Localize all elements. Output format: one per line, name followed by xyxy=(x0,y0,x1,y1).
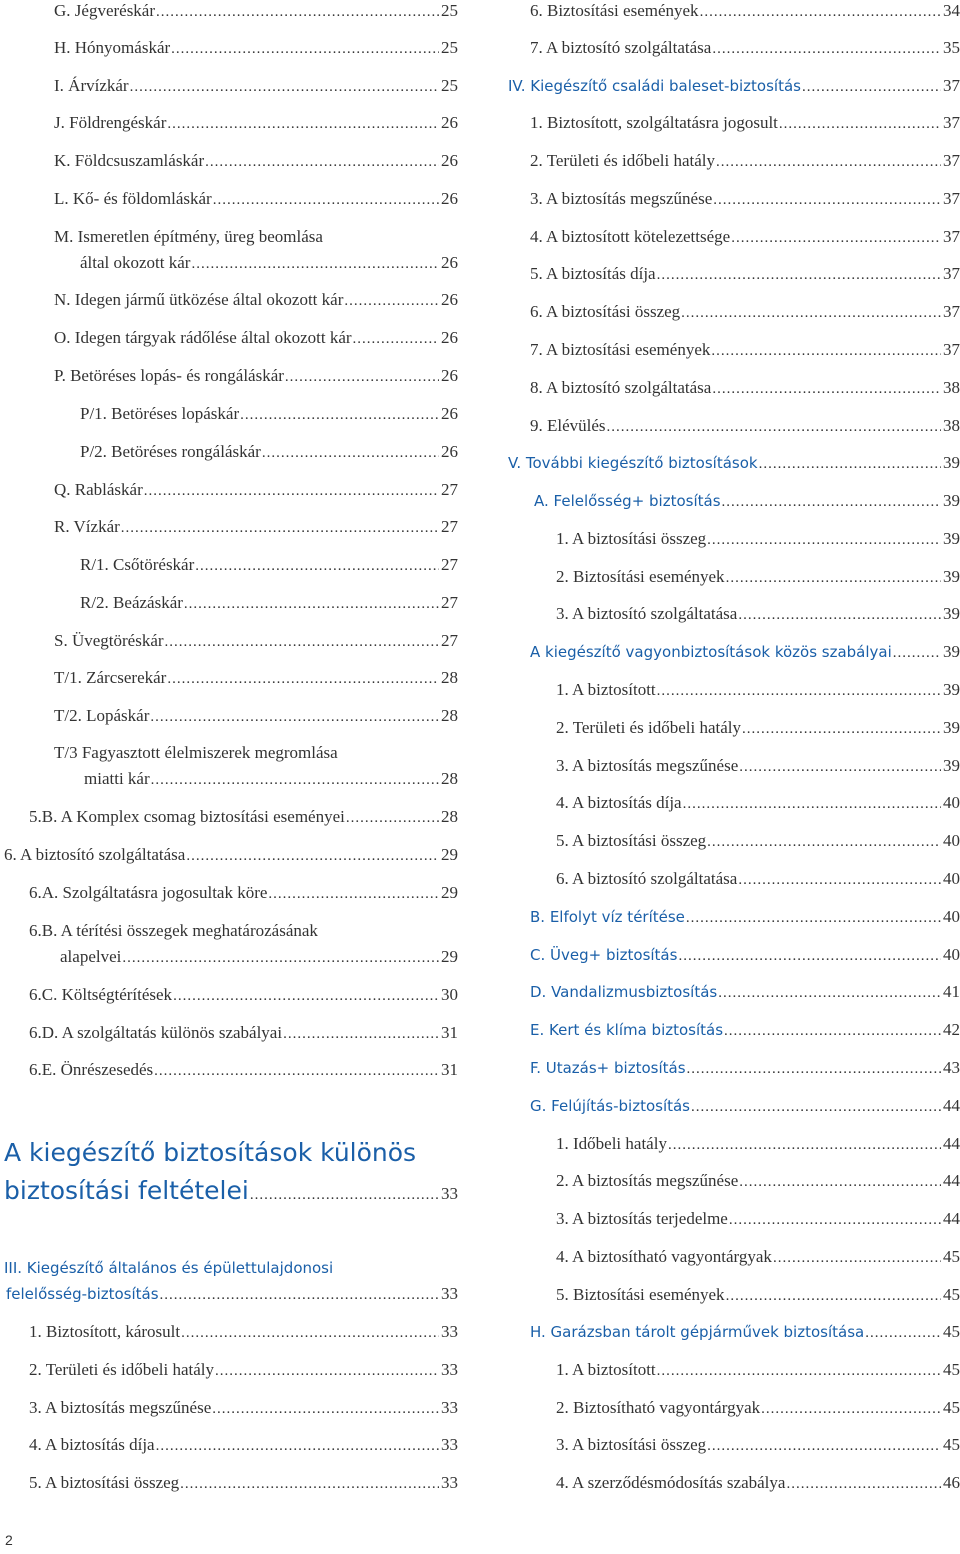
toc-entry[interactable]: 5. A biztosítás díja ..... 37 xyxy=(530,263,960,286)
page-ref: 44 xyxy=(943,1096,960,1115)
page-ref: 26 xyxy=(441,404,458,423)
page-ref: 37 xyxy=(943,302,960,321)
page-ref: 39 xyxy=(943,604,960,623)
page-ref: 27 xyxy=(441,480,458,499)
toc-entry[interactable]: 2. Területi és időbeli hatály ..... 37 xyxy=(530,150,960,173)
toc-section[interactable]: E. Kert és klíma biztosítás ..... 42 xyxy=(530,1019,960,1042)
toc-entry[interactable]: 5. A biztosítási összeg ..... 33 xyxy=(29,1472,458,1495)
toc-entry[interactable]: 6. A biztosítási összeg ..... 37 xyxy=(530,301,960,324)
toc-entry[interactable]: 3. A biztosítási összeg ..... 45 xyxy=(556,1434,960,1457)
page-ref: 44 xyxy=(943,1209,960,1228)
toc-entry[interactable]: 7. A biztosító szolgáltatása ..... 35 xyxy=(530,37,960,60)
toc-section[interactable]: G. Felújítás-biztosítás ..... 44 xyxy=(530,1095,960,1118)
toc-entry[interactable]: H. Hónyomáskár ..... 25 xyxy=(54,37,458,60)
toc-entry[interactable]: 4. A biztosítás díja ..... 33 xyxy=(29,1434,458,1457)
toc-entry[interactable]: 6. A biztosító szolgáltatása ..... 40 xyxy=(556,868,960,891)
toc-entry[interactable]: 9. Elévülés ..... 38 xyxy=(530,415,960,438)
page-ref: 27 xyxy=(441,555,458,574)
toc-chapter[interactable]: V. További kiegészítő biztosítások ..... 39 xyxy=(508,452,960,475)
page-ref: 40 xyxy=(943,907,960,926)
toc-entry-first-line[interactable]: M. Ismeretlen építmény, üreg beomlása xyxy=(54,227,323,246)
toc-entry[interactable]: I. Árvízkár ..... 25 xyxy=(54,75,458,98)
page-ref: 33 xyxy=(441,1284,458,1303)
toc-entry[interactable]: miatti kár ..... 28 xyxy=(84,768,458,791)
toc-entry[interactable]: 3. A biztosítás megszűnése ..... 37 xyxy=(530,188,960,211)
toc-section[interactable]: A. Felelősség+ biztosítás ..... 39 xyxy=(534,490,960,513)
toc-entry[interactable]: 1. A biztosítási összeg ..... 39 xyxy=(556,528,960,551)
toc-entry[interactable]: Q. Rabláskár ..... 27 xyxy=(54,479,458,502)
page-ref: 33 xyxy=(441,1398,458,1417)
page-ref: 26 xyxy=(441,328,458,347)
page-ref: 37 xyxy=(943,76,960,95)
page-ref: 45 xyxy=(943,1360,960,1379)
page-ref: 45 xyxy=(943,1285,960,1304)
page-ref: 38 xyxy=(943,378,960,397)
page-ref: 46 xyxy=(943,1473,960,1492)
page-ref: 28 xyxy=(441,807,458,826)
toc-entry[interactable]: N. Idegen jármű ütközése által okozott kár ..... 26 xyxy=(54,289,458,312)
page-ref: 39 xyxy=(943,642,960,661)
page-ref: 39 xyxy=(943,567,960,586)
page-ref: 29 xyxy=(441,883,458,902)
page-ref: 33 xyxy=(441,1184,458,1203)
page-ref: 28 xyxy=(441,668,458,687)
page-ref: 45 xyxy=(943,1435,960,1454)
page-ref: 33 xyxy=(441,1473,458,1492)
toc-entry[interactable]: T/1. Zárcserekár ..... 28 xyxy=(54,667,458,690)
toc-entry[interactable]: S. Üvegtöréskár ..... 27 xyxy=(54,630,458,653)
toc-section[interactable]: H. Garázsban tárolt gépjárművek biztosítása ..... 45 xyxy=(530,1321,960,1344)
page-ref: 26 xyxy=(441,290,458,309)
page-ref: 39 xyxy=(943,453,960,472)
page-ref: 40 xyxy=(943,793,960,812)
toc-entry[interactable]: P/1. Betöréses lopáskár ..... 26 xyxy=(80,403,458,426)
toc-entry[interactable]: 6.C. Költségtérítések ..... 30 xyxy=(29,984,458,1007)
page-ref: 39 xyxy=(943,529,960,548)
toc-entry[interactable]: által okozott kár ..... 26 xyxy=(80,252,458,275)
page-ref: 39 xyxy=(943,680,960,699)
toc-section[interactable]: F. Utazás+ biztosítás ..... 43 xyxy=(530,1057,960,1080)
toc-entry[interactable]: 1. A biztosított ..... 39 xyxy=(556,679,960,702)
toc-entry[interactable]: 2. Biztosítható vagyontárgyak ..... 45 xyxy=(556,1397,960,1420)
page-ref: 27 xyxy=(441,631,458,650)
toc-entry[interactable]: 1. A biztosított ..... 45 xyxy=(556,1359,960,1382)
page-ref: 39 xyxy=(943,718,960,737)
page-ref: 33 xyxy=(441,1360,458,1379)
toc-entry[interactable]: R. Vízkár ..... 27 xyxy=(54,516,458,539)
toc-entry[interactable]: 3. A biztosítás terjedelme ..... 44 xyxy=(556,1208,960,1231)
toc-section[interactable]: C. Üveg+ biztosítás ..... 40 xyxy=(530,944,960,967)
page-ref: 27 xyxy=(441,517,458,536)
toc-entry[interactable]: 5. Biztosítási események ..... 45 xyxy=(556,1284,960,1307)
toc-entry[interactable]: 1. Biztosított, károsult ..... 33 xyxy=(29,1321,458,1344)
page-ref: 26 xyxy=(441,113,458,132)
page-ref: 27 xyxy=(441,593,458,612)
toc-entry[interactable]: 2. Területi és időbeli hatály ..... 39 xyxy=(556,717,960,740)
page-ref: 40 xyxy=(943,869,960,888)
page-ref: 26 xyxy=(441,189,458,208)
page-ref: 45 xyxy=(943,1398,960,1417)
page-ref: 40 xyxy=(943,831,960,850)
page-ref: 25 xyxy=(441,38,458,57)
toc-entry[interactable]: 4. A biztosítás díja ..... 40 xyxy=(556,792,960,815)
page-ref: 25 xyxy=(441,1,458,20)
page-ref: 33 xyxy=(441,1435,458,1454)
page-ref: 40 xyxy=(943,945,960,964)
page-ref: 33 xyxy=(441,1322,458,1341)
toc-entry-first-line[interactable]: T/3 Fagyasztott élelmiszerek megromlása xyxy=(54,743,338,762)
page-ref: 37 xyxy=(943,227,960,246)
page-ref: 26 xyxy=(441,366,458,385)
page-ref: 39 xyxy=(943,756,960,775)
toc-entry[interactable]: 3. A biztosítás megszűnése ..... 33 xyxy=(29,1397,458,1420)
page-ref: 42 xyxy=(943,1020,960,1039)
page-ref: 44 xyxy=(943,1171,960,1190)
page-ref: 29 xyxy=(441,947,458,966)
toc-entry[interactable]: 4. A biztosítható vagyontárgyak ..... 45 xyxy=(556,1246,960,1269)
page-ref: 28 xyxy=(441,769,458,788)
toc-entry[interactable]: J. Földrengéskár ..... 26 xyxy=(54,112,458,135)
page-ref: 34 xyxy=(943,1,960,20)
toc-entry[interactable]: P/2. Betöréses rongáláskár ..... 26 xyxy=(80,441,458,464)
page-ref: 43 xyxy=(943,1058,960,1077)
page-ref: 41 xyxy=(943,982,960,1001)
toc-entry[interactable]: 2. Területi és időbeli hatály ..... 33 xyxy=(29,1359,458,1382)
page-ref: 45 xyxy=(943,1322,960,1341)
toc-section[interactable]: D. Vandalizmusbiztosítás ..... 41 xyxy=(530,981,960,1004)
page-ref: 37 xyxy=(943,264,960,283)
page-ref: 30 xyxy=(441,985,458,1004)
toc-entry[interactable]: 6. Biztosítási események ..... 34 xyxy=(530,0,960,23)
page-ref: 35 xyxy=(943,38,960,57)
toc-entry[interactable]: T/2. Lopáskár ..... 28 xyxy=(54,705,458,728)
toc-entry[interactable]: 2. Biztosítási események ..... 39 xyxy=(556,566,960,589)
toc-entry[interactable]: 1. Biztosított, szolgáltatásra jogosult ..... 37 xyxy=(530,112,960,135)
page-ref: 39 xyxy=(943,491,960,510)
toc-chapter-first-line[interactable]: III. Kiegészítő általános és épülettulajdonosi xyxy=(4,1259,334,1277)
page-ref: 37 xyxy=(943,189,960,208)
page-number: 2 xyxy=(5,1532,13,1548)
toc-chapter[interactable]: IV. Kiegészítő családi baleset-biztosítás ..... 37 xyxy=(508,75,960,98)
page-ref: 28 xyxy=(441,706,458,725)
toc-entry[interactable]: 3. A biztosítás megszűnése ..... 39 xyxy=(556,755,960,778)
toc-entry[interactable]: G. Jégveréskár ..... 25 xyxy=(54,0,458,23)
page-ref: 26 xyxy=(441,253,458,272)
page-ref: 31 xyxy=(441,1060,458,1079)
toc-entry[interactable]: 1. Időbeli hatály ..... 44 xyxy=(556,1133,960,1156)
toc-entry[interactable]: P. Betöréses lopás- és rongáláskár ..... 26 xyxy=(54,365,458,388)
toc-entry[interactable]: 6. A biztosító szolgáltatása ..... 29 xyxy=(4,844,458,867)
page-ref: 44 xyxy=(943,1134,960,1153)
page-ref: 37 xyxy=(943,151,960,170)
toc-entry[interactable]: 2. A biztosítás megszűnése ..... 44 xyxy=(556,1170,960,1193)
page-ref: 37 xyxy=(943,113,960,132)
page-ref: 26 xyxy=(441,442,458,461)
toc-entry[interactable]: 4. A biztosított kötelezettsége ..... 37 xyxy=(530,226,960,249)
toc-section[interactable]: A kiegészítő vagyonbiztosítások közös szabályai ..... 39 xyxy=(530,641,960,664)
toc-section[interactable]: B. Elfolyt víz térítése ..... 40 xyxy=(530,906,960,929)
toc-entry[interactable]: K. Földcsuszamláskár ..... 26 xyxy=(54,150,458,173)
toc-entry[interactable]: 8. A biztosító szolgáltatása ..... 38 xyxy=(530,377,960,400)
toc-chapter[interactable]: felelősség-biztosítás ..... 33 xyxy=(6,1283,458,1306)
page-ref: 38 xyxy=(943,416,960,435)
toc-entry[interactable]: R/1. Csőtöréskár ..... 27 xyxy=(80,554,458,577)
toc-entry[interactable]: 7. A biztosítási események ..... 37 xyxy=(530,339,960,362)
toc-entry-first-line[interactable]: 6.B. A térítési összegek meghatározásának xyxy=(29,921,318,940)
page-ref: 45 xyxy=(943,1247,960,1266)
toc-entry[interactable]: O. Idegen tárgyak rádőlése által okozott kár ..... 26 xyxy=(54,327,458,350)
toc-entry[interactable]: alapelvei ..... 29 xyxy=(60,946,458,969)
toc-entry[interactable]: 5.B. A Komplex csomag biztosítási eseményei ..... 28 xyxy=(29,806,458,829)
page-ref: 26 xyxy=(441,151,458,170)
toc-entry[interactable]: 6.E. Önrészesedés ..... 31 xyxy=(29,1059,458,1082)
toc-entry[interactable]: 3. A biztosító szolgáltatása ..... 39 xyxy=(556,603,960,626)
section-heading[interactable]: biztosítási feltételei ..... 33 xyxy=(4,1173,458,1213)
section-heading-first-line[interactable]: A kiegészítő biztosítások különös xyxy=(4,1138,417,1167)
toc-entry[interactable]: 5. A biztosítási összeg ..... 40 xyxy=(556,830,960,853)
toc-entry[interactable]: L. Kő- és földomláskár ..... 26 xyxy=(54,188,458,211)
page-ref: 37 xyxy=(943,340,960,359)
page-ref: 25 xyxy=(441,76,458,95)
toc-entry[interactable]: 6.A. Szolgáltatásra jogosultak köre ..... 29 xyxy=(29,882,458,905)
toc-entry[interactable]: 4. A szerződésmódosítás szabálya ..... 46 xyxy=(556,1472,960,1495)
page-ref: 31 xyxy=(441,1023,458,1042)
toc-entry[interactable]: 6.D. A szolgáltatás különös szabályai ..... 31 xyxy=(29,1022,458,1045)
toc-entry[interactable]: R/2. Beázáskár ..... 27 xyxy=(80,592,458,615)
page-ref: 29 xyxy=(441,845,458,864)
